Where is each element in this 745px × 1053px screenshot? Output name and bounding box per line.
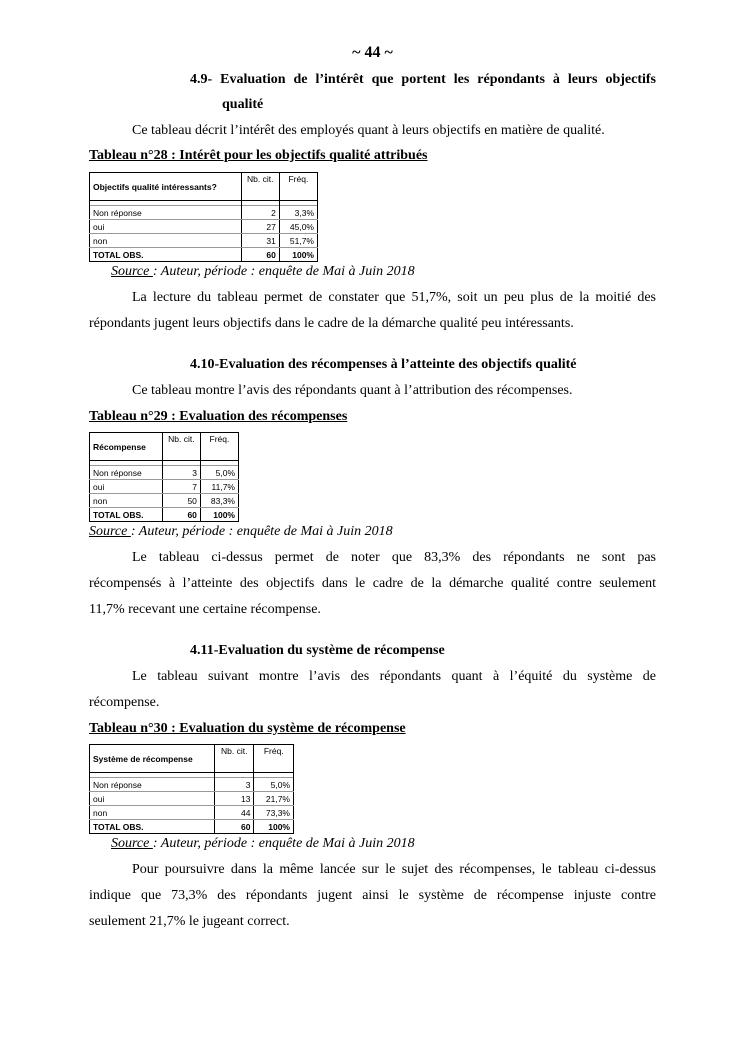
section-4-9-heading-line2: qualité (222, 97, 264, 112)
table-30 (89, 744, 294, 834)
section-4-9-para-line2: répondants jugent leurs objectifs dans le cadre de la démarche qualité peu intéressants. (89, 316, 574, 331)
table-29-caption: Tableau n°29 : Evaluation des récompenses (89, 409, 348, 424)
table-row (90, 466, 239, 480)
table-28-row-header: Objectifs qualité intéressants? (90, 173, 242, 201)
row-label: non (90, 234, 242, 248)
source-label: Source (111, 264, 153, 279)
table-total-row (90, 820, 294, 834)
total-freq: 100% (254, 820, 294, 834)
table-row (90, 220, 318, 234)
row-nb: 7 (162, 480, 200, 494)
row-nb: 50 (162, 494, 200, 508)
table-30-caption: Tableau n°30 : Evaluation du système de récompense (89, 721, 406, 736)
section-4-10-para-line2: récompensés à l’atteinte des objectifs dans le cadre de la démarche qualité contre seulement (89, 576, 656, 591)
table-total-row (90, 248, 318, 262)
row-label: Non réponse (90, 778, 215, 792)
row-freq: 73,3% (254, 806, 294, 820)
total-nb: 60 (241, 248, 279, 262)
table-30-source (111, 836, 415, 852)
section-4-11-heading: 4.11-Evaluation du système de récompense (190, 643, 445, 658)
row-freq: 51,7% (279, 234, 317, 248)
total-nb: 60 (214, 820, 254, 834)
row-freq: 83,3% (200, 494, 238, 508)
section-4-11-para-line1: Pour poursuivre dans la même lancée sur le sujet des récompenses, le tableau ci-dessus (132, 862, 656, 877)
row-nb: 2 (241, 206, 279, 220)
table-row (90, 234, 318, 248)
source-text: : Auteur, période : enquête de Mai à Juin 2018 (130, 524, 393, 539)
section-4-9-intro: Ce tableau décrit l’intérêt des employés quant à leurs objectifs en matière de qualité. (132, 123, 605, 138)
table-28-col-nb: Nb. cit. (241, 173, 279, 201)
row-nb: 3 (214, 778, 254, 792)
source-label: Source (111, 836, 153, 851)
row-label: Non réponse (90, 466, 163, 480)
table-row (90, 480, 239, 494)
row-nb: 3 (162, 466, 200, 480)
row-freq: 21,7% (254, 792, 294, 806)
section-4-11-para-line2: indique que 73,3% des répondants jugent ainsi le système de récompense injuste contre (89, 888, 656, 903)
table-row (90, 806, 294, 820)
table-30-col-freq: Fréq. (254, 745, 294, 773)
row-nb: 31 (241, 234, 279, 248)
section-4-9-para-line1: La lecture du tableau permet de constater que 51,7%, soit un peu plus de la moitié des (132, 290, 656, 305)
table-28 (89, 172, 318, 262)
total-freq: 100% (200, 508, 238, 522)
row-nb: 13 (214, 792, 254, 806)
row-label: non (90, 494, 163, 508)
row-nb: 27 (241, 220, 279, 234)
row-label: oui (90, 480, 163, 494)
table-30-col-nb: Nb. cit. (214, 745, 254, 773)
table-29-col-nb: Nb. cit. (162, 433, 200, 461)
row-label: Non réponse (90, 206, 242, 220)
table-row (90, 494, 239, 508)
page-number: ~ 44 ~ (352, 44, 393, 61)
table-30-row-header: Système de récompense (90, 745, 215, 773)
row-label: non (90, 806, 215, 820)
source-label: Source (89, 524, 131, 539)
total-freq: 100% (279, 248, 317, 262)
source-text: : Auteur, période : enquête de Mai à Juin 2018 (152, 836, 415, 851)
table-28-col-freq: Fréq. (279, 173, 317, 201)
table-row (90, 792, 294, 806)
section-4-10-heading: 4.10-Evaluation des récompenses à l’atteinte des objectifs qualité (190, 357, 577, 372)
table-row (90, 206, 318, 220)
total-nb: 60 (162, 508, 200, 522)
table-28-source (111, 264, 415, 280)
table-row (90, 778, 294, 792)
source-text: : Auteur, période : enquête de Mai à Juin 2018 (152, 264, 415, 279)
total-label: TOTAL OBS. (90, 508, 163, 522)
section-4-10-intro: Ce tableau montre l’avis des répondants quant à l’attribution des récompenses. (132, 383, 573, 398)
section-4-9-heading-line1: 4.9- Evaluation de l’intérêt que portent les répondants à leurs objectifs (190, 72, 656, 87)
table-29-row-header: Récompense (90, 433, 163, 461)
section-4-11-intro-line2: récompense. (89, 695, 160, 710)
table-29 (89, 432, 239, 522)
row-freq: 5,0% (200, 466, 238, 480)
row-freq: 11,7% (200, 480, 238, 494)
total-label: TOTAL OBS. (90, 820, 215, 834)
row-label: oui (90, 220, 242, 234)
table-29-source (89, 524, 393, 540)
total-label: TOTAL OBS. (90, 248, 242, 262)
table-28-caption: Tableau n°28 : Intérêt pour les objectifs qualité attribués (89, 148, 428, 163)
section-4-11-intro-line1: Le tableau suivant montre l’avis des répondants quant à l’équité du système de (132, 669, 656, 684)
section-4-11-para-line3: seulement 21,7% le jugeant correct. (89, 914, 290, 929)
row-nb: 44 (214, 806, 254, 820)
table-total-row (90, 508, 239, 522)
row-freq: 45,0% (279, 220, 317, 234)
section-4-10-para-line1: Le tableau ci-dessus permet de noter que 83,3% des répondants ne sont pas (132, 550, 656, 565)
section-4-10-para-line3: 11,7% recevant une certaine récompense. (89, 602, 321, 617)
row-label: oui (90, 792, 215, 806)
row-freq: 5,0% (254, 778, 294, 792)
row-freq: 3,3% (279, 206, 317, 220)
table-29-col-freq: Fréq. (200, 433, 238, 461)
